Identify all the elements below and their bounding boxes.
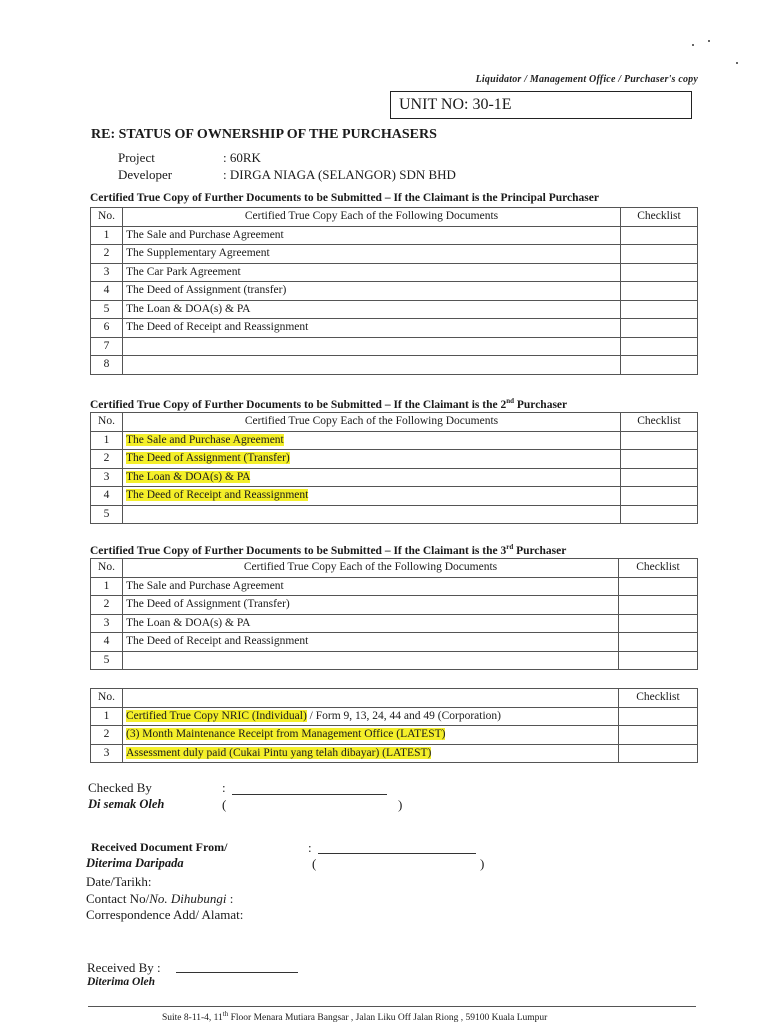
section2-title [90, 397, 567, 411]
principal-purchaser-table [90, 207, 698, 375]
checklist-cell[interactable] [619, 577, 698, 596]
section2-title-text: Certified True Copy of Further Documents to be Submitted – If the Claimant is the 2 [90, 398, 507, 411]
row-doc [123, 707, 619, 726]
footer-address [162, 1010, 547, 1023]
row-doc-rest: / Form 9, 13, 24, 44 and 49 (Corporation) [306, 709, 501, 722]
checklist-cell[interactable] [621, 356, 698, 375]
project-label: Project [118, 150, 155, 165]
row-doc: The Supplementary Agreement [123, 245, 621, 264]
section3-title-text: Certified True Copy of Further Documents to be Submitted – If the Claimant is the 3 [90, 544, 507, 557]
checklist-cell[interactable] [621, 226, 698, 245]
table-row [91, 505, 698, 524]
footer-address-sup: th [222, 1010, 229, 1018]
checklist-cell[interactable] [621, 319, 698, 338]
row-no: 4 [91, 633, 123, 652]
address-field-label: Correspondence Add/ Alamat: [86, 907, 244, 922]
checklist-cell[interactable] [619, 707, 698, 726]
highlighted-doc: The Deed of Receipt and Reassignment [126, 489, 309, 502]
received-from-colon: : [308, 840, 312, 855]
contact-colon: : [226, 891, 234, 906]
row-no: 1 [91, 577, 123, 596]
col-no-header: No. [91, 413, 123, 432]
table-row [91, 744, 698, 763]
table-row [91, 282, 698, 301]
received-by-label-ms: Diterima Oleh [87, 976, 156, 988]
table-row [91, 245, 698, 264]
project-row [118, 150, 261, 166]
row-no: 1 [91, 226, 123, 245]
highlighted-doc: The Deed of Assignment (Transfer) [126, 452, 290, 465]
table-row [91, 337, 698, 356]
checked-by-label-ms: Di semak Oleh [88, 797, 165, 811]
received-from-signature-line[interactable] [318, 853, 476, 854]
col-doc-header: Certified True Copy Each of the Following Documents [123, 559, 619, 578]
checked-by-paren-close: ) [398, 797, 403, 812]
contact-label-ms: No. Dihubungi [149, 891, 227, 906]
col-checklist-header: Checklist [619, 689, 698, 708]
col-no-header: No. [91, 559, 123, 578]
checked-by-colon: : [222, 780, 226, 795]
row-doc [123, 726, 619, 745]
col-no-header: No. [91, 689, 123, 708]
checklist-cell[interactable] [619, 614, 698, 633]
row-doc: The Car Park Agreement [123, 263, 621, 282]
table-row [91, 651, 698, 670]
second-purchaser-table [90, 412, 698, 524]
row-doc [123, 450, 621, 469]
row-no: 2 [91, 726, 123, 745]
table-header-row [91, 689, 698, 708]
row-no: 6 [91, 319, 123, 338]
table-row [91, 356, 698, 375]
section3-title-sup: rd [506, 543, 514, 551]
received-by-label: Received By : [87, 960, 161, 975]
checklist-cell[interactable] [621, 337, 698, 356]
table-row [91, 300, 698, 319]
row-doc: The Loan & DOA(s) & PA [123, 300, 621, 319]
highlighted-doc: The Sale and Purchase Agreement [126, 433, 284, 446]
table-header-row [91, 559, 698, 578]
row-no: 2 [91, 450, 123, 469]
footer-address-rest: Floor Menara Mutiara Bangsar , Jalan Liku Off Jalan Riong , 59100 Kuala Lumpur [228, 1013, 548, 1024]
table-row [91, 633, 698, 652]
col-checklist-header: Checklist [621, 413, 698, 432]
col-doc-header [123, 689, 619, 708]
row-doc [123, 487, 621, 506]
checklist-cell[interactable] [619, 633, 698, 652]
received-from-paren-close: ) [480, 856, 485, 871]
checklist-cell[interactable] [621, 245, 698, 264]
row-doc: The Sale and Purchase Agreement [123, 577, 619, 596]
checklist-cell[interactable] [621, 300, 698, 319]
page-title: RE: STATUS OF OWNERSHIP OF THE PURCHASERS [91, 127, 437, 142]
row-doc [123, 744, 619, 763]
table-row [91, 726, 698, 745]
row-doc [123, 505, 621, 524]
row-no: 4 [91, 487, 123, 506]
table-row [91, 614, 698, 633]
row-no: 5 [91, 505, 123, 524]
checklist-cell[interactable] [621, 505, 698, 524]
col-no-header: No. [91, 208, 123, 227]
scan-speck [736, 62, 738, 64]
received-from-label: Received Document From/ [91, 840, 228, 854]
section2-title-sup: nd [506, 397, 515, 405]
table-row [91, 319, 698, 338]
contact-label: Contact No/ [86, 891, 150, 906]
table-row [91, 431, 698, 450]
checked-by-paren-open: ( [222, 797, 227, 812]
checked-by-label: Checked By [88, 780, 152, 795]
footer-divider [88, 1006, 696, 1007]
contact-field-label [86, 891, 233, 907]
row-doc [123, 468, 621, 487]
table-row [91, 263, 698, 282]
row-doc: The Sale and Purchase Agreement [123, 226, 621, 245]
received-by-signature-line[interactable] [176, 972, 298, 973]
checklist-cell[interactable] [621, 450, 698, 469]
highlighted-doc: Certified True Copy NRIC (Individual) [126, 709, 307, 722]
third-purchaser-table [90, 558, 698, 670]
row-no: 7 [91, 337, 123, 356]
row-doc: The Deed of Receipt and Reassignment [123, 319, 621, 338]
checklist-cell[interactable] [621, 487, 698, 506]
checklist-cell[interactable] [621, 431, 698, 450]
row-no: 3 [91, 614, 123, 633]
project-value: : 60RK [223, 150, 261, 165]
highlighted-doc: The Loan & DOA(s) & PA [126, 470, 251, 483]
footer-address-text: Suite 8-11-4, 11 [162, 1013, 223, 1024]
scan-speck [692, 44, 694, 46]
row-doc: The Deed of Receipt and Reassignment [123, 633, 619, 652]
section1-title: Certified True Copy of Further Documents to be Submitted – If the Claimant is the Principal Purchaser [90, 192, 599, 204]
table-header-row [91, 413, 698, 432]
checklist-cell[interactable] [621, 263, 698, 282]
unit-number-box: UNIT NO: 30-1E [390, 91, 692, 119]
table-row [91, 226, 698, 245]
col-checklist-header: Checklist [621, 208, 698, 227]
table-row [91, 450, 698, 469]
checklist-cell[interactable] [619, 726, 698, 745]
row-no: 3 [91, 744, 123, 763]
section3-title-end: Purchaser [513, 544, 567, 557]
checklist-cell[interactable] [621, 282, 698, 301]
received-from-paren-open: ( [312, 856, 317, 871]
row-no: 3 [91, 263, 123, 282]
row-no: 1 [91, 431, 123, 450]
col-doc-header: Certified True Copy Each of the Following Documents [123, 208, 621, 227]
table-row [91, 487, 698, 506]
scan-speck [708, 40, 710, 42]
col-doc-header: Certified True Copy Each of the Following Documents [123, 413, 621, 432]
table-row [91, 707, 698, 726]
row-no: 2 [91, 245, 123, 264]
row-no: 5 [91, 300, 123, 319]
date-field-label: Date/Tarikh: [86, 874, 152, 889]
copy-distribution-line: Liquidator / Management Office / Purchaser's copy [475, 74, 698, 85]
row-no: 2 [91, 596, 123, 615]
checklist-cell[interactable] [621, 468, 698, 487]
row-doc [123, 431, 621, 450]
checked-by-signature-line[interactable] [232, 794, 387, 795]
row-doc [123, 356, 621, 375]
developer-row [118, 167, 456, 183]
row-no: 8 [91, 356, 123, 375]
table-row [91, 468, 698, 487]
highlighted-doc: (3) Month Maintenance Receipt from Management Office (LATEST) [126, 728, 446, 741]
row-doc [123, 651, 619, 670]
identity-documents-table [90, 688, 698, 763]
highlighted-doc: Assessment duly paid (Cukai Pintu yang telah dibayar) (LATEST) [126, 746, 432, 759]
checklist-cell[interactable] [619, 596, 698, 615]
developer-value: : DIRGA NIAGA (SELANGOR) SDN BHD [223, 167, 456, 182]
checklist-cell[interactable] [619, 651, 698, 670]
checklist-cell[interactable] [619, 744, 698, 763]
section3-title [90, 543, 566, 557]
table-row [91, 577, 698, 596]
row-no: 3 [91, 468, 123, 487]
row-no: 5 [91, 651, 123, 670]
section2-title-end: Purchaser [514, 398, 568, 411]
table-header-row [91, 208, 698, 227]
row-doc: The Loan & DOA(s) & PA [123, 614, 619, 633]
col-checklist-header: Checklist [619, 559, 698, 578]
row-doc: The Deed of Assignment (Transfer) [123, 596, 619, 615]
row-doc: The Deed of Assignment (transfer) [123, 282, 621, 301]
developer-label: Developer [118, 167, 173, 182]
table-row [91, 596, 698, 615]
row-no: 1 [91, 707, 123, 726]
row-no: 4 [91, 282, 123, 301]
row-doc [123, 337, 621, 356]
received-from-label-ms: Diterima Daripada [86, 856, 184, 870]
